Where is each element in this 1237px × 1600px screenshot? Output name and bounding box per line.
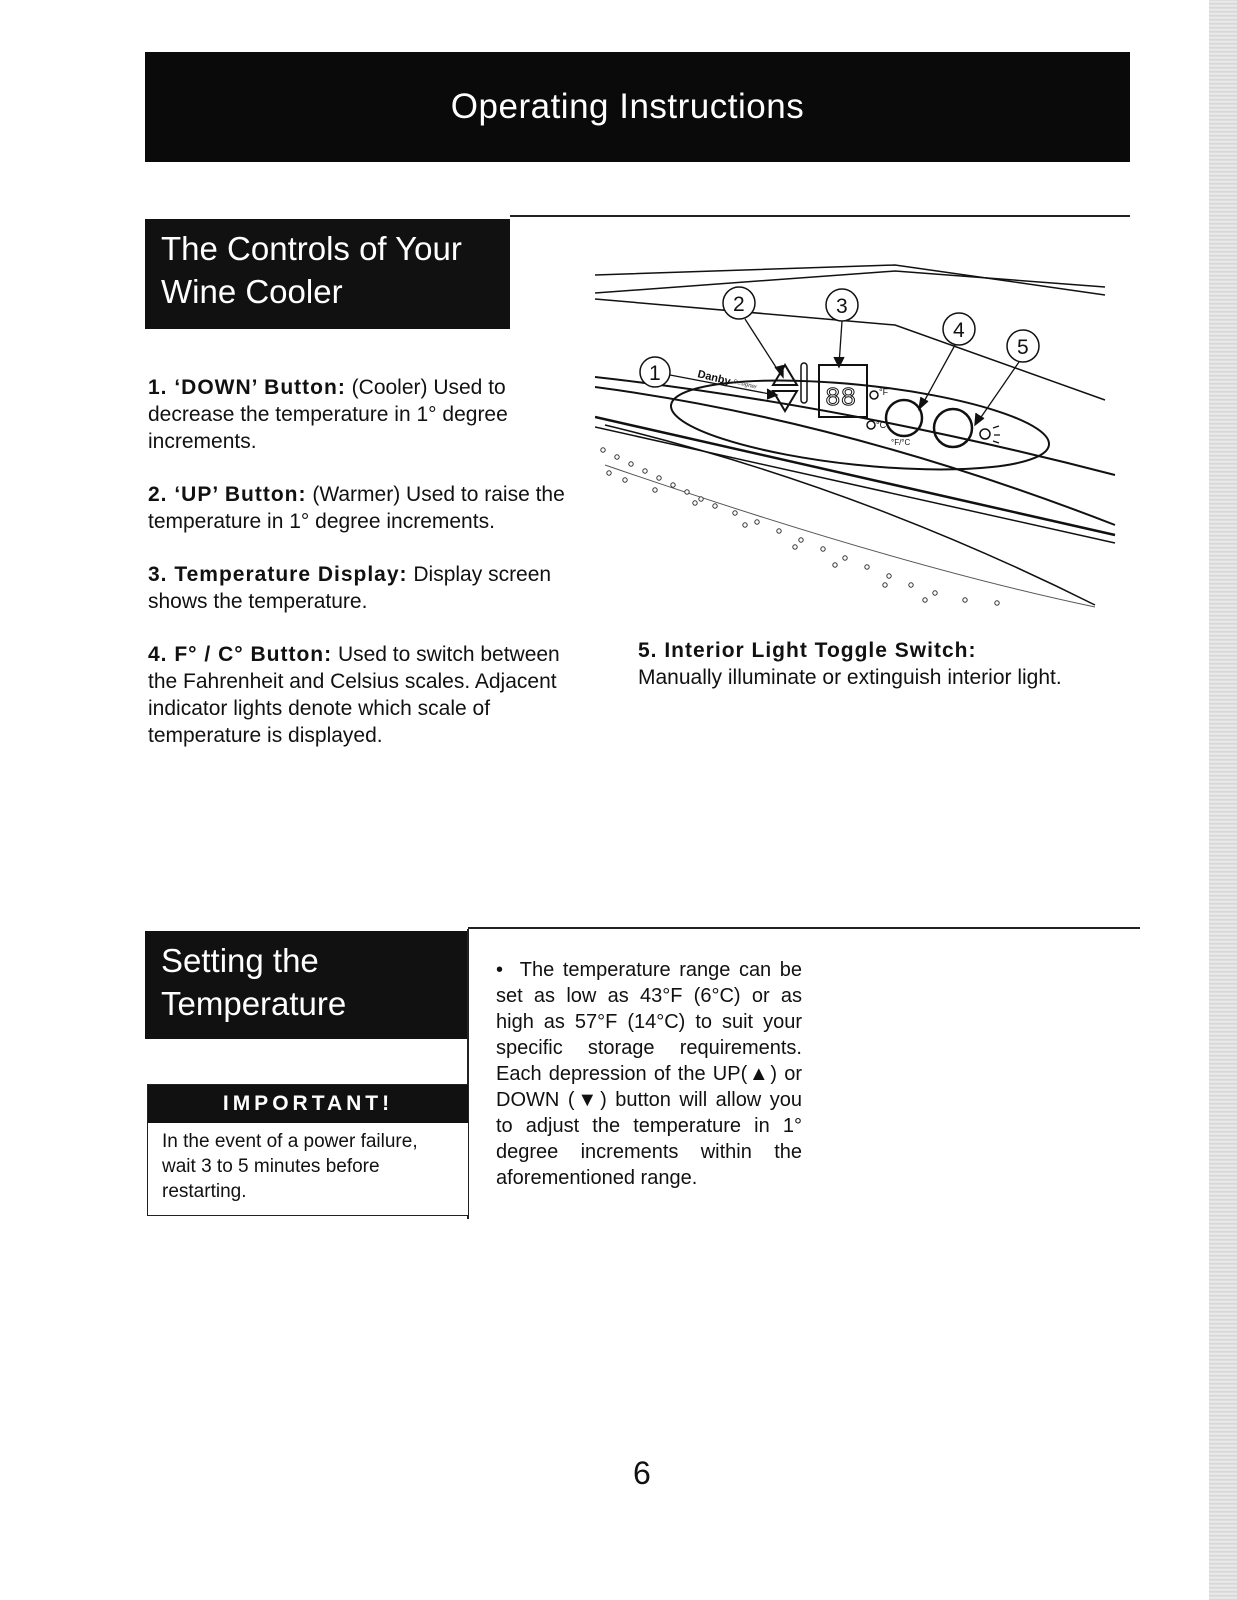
control-panel-diagram [595,235,1130,625]
controls-section-heading [145,219,510,329]
diagram-brand: Danby [696,368,732,389]
controls-heading-line1: The Controls of Your [161,230,462,267]
control-item-up [148,481,578,535]
temperature-heading-line2: Temperature [161,985,347,1022]
control-item-label: 2. ‘UP’ Button: [148,483,307,506]
callout-4-label: 4 [953,319,965,342]
diagram-indicator-c: °C [876,420,887,430]
diagram-indicator-f: °F [879,387,889,397]
temperature-instructions [496,957,802,1191]
page-header [145,52,1130,162]
light-knob [934,409,972,447]
bullet-marker: • [496,959,504,981]
section-rule [510,215,1130,217]
control-item-text: Used to switch between the Fahrenheit and Celsius scales. Adjacent indicator lights denote which scale of temperature is displayed. [148,643,560,747]
bulb-icon [980,426,1000,443]
diagram-unit-label: °F/°C [891,438,911,447]
control-item-text: Display screen shows the temperature. [148,563,552,613]
callout-5-label: 5 [1017,336,1029,359]
scale-knob [886,400,922,436]
control-item-label: 3. Temperature Display: [148,563,408,586]
control-item-label: 4. F° / C° Button: [148,643,333,666]
diagram-display-digits: 88 [825,383,857,413]
callout-3-label: 3 [836,295,848,318]
callout-2-label: 2 [733,293,745,316]
diagram-brand-sub: Designer [732,379,758,391]
important-heading: IMPORTANT! [148,1085,468,1123]
control-item-label: 1. ‘DOWN’ Button: [148,376,346,399]
section-rule [468,927,1140,929]
control-item-label: 5. Interior Light Toggle Switch: [638,639,977,662]
temperature-section-heading [145,931,468,1039]
page-title: Operating Instructions [450,87,805,126]
temperature-heading-line1: Setting the [161,942,319,979]
control-item-text: Manually illuminate or extinguish interior light. [638,666,1062,689]
control-item-light [638,637,1078,691]
page-edge-shadow [1209,0,1237,1600]
page-number: 6 [633,1455,651,1491]
control-item-text: (Cooler) Used to decrease the temperature in 1° degree increments. [148,376,508,453]
control-item-scale [148,641,568,749]
callout-1-label: 1 [649,362,661,385]
control-item-display [148,561,568,615]
control-item-text: (Warmer) Used to raise the temperature in 1° degree increments. [148,483,565,533]
important-text: In the event of a power failure, wait 3 to 5 minutes before restarting. [162,1131,418,1202]
control-item-down [148,374,568,455]
temperature-body: The temperature range can be set as low as 43°F (6°C) or as high as 57°F (14°C) to suit your specific storage requirements. Each depression of the UP(▲) or DOWN (▼) button will allow you to adjust the temperature in 1° degree increments within the aforementioned range. [496,959,802,1189]
controls-heading-line2: Wine Cooler [161,273,343,310]
important-notice [147,1084,469,1216]
